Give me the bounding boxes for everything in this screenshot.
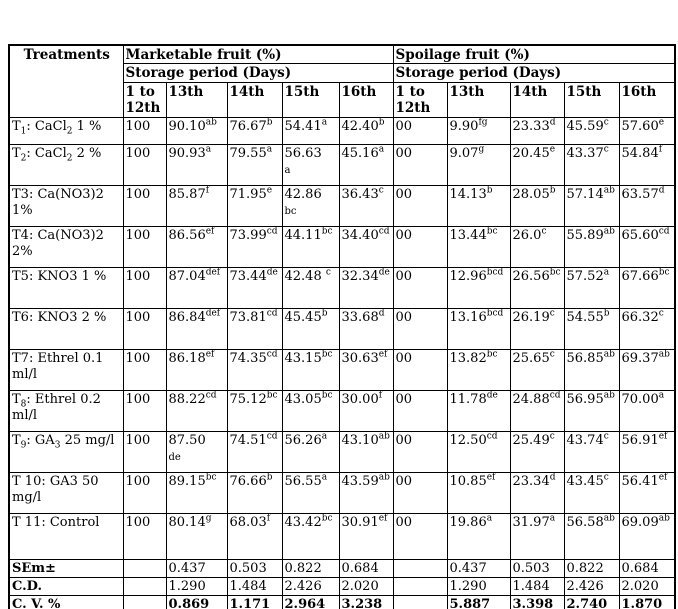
treatment-label-cell: $T_1$: CaCl$_2$ 1 % <box>9 117 123 144</box>
data-cell: 00 <box>393 117 447 144</box>
results-table-wrap <box>8 44 676 609</box>
data-cell: 43.74$^c$ <box>564 431 619 472</box>
superscript: b <box>486 185 493 196</box>
stat-value-cell: 3.398 <box>510 595 564 609</box>
wrapped-superscript: de <box>168 451 181 463</box>
superscript: cd <box>205 390 217 401</box>
stat-value-cell: 0.437 <box>166 559 227 577</box>
superscript: def <box>205 267 221 278</box>
data-cell: 43.45$^c$ <box>564 472 619 513</box>
results-table <box>8 44 676 609</box>
superscript: cd <box>549 390 561 401</box>
marketable-group-header: Marketable fruit (%) <box>123 45 393 64</box>
superscript: f <box>266 513 271 524</box>
superscript: bcd <box>486 267 504 278</box>
data-cell: 79.55$^a$ <box>227 144 282 185</box>
data-cell: 30.00$^f$ <box>339 390 393 431</box>
data-cell: 71.95e <box>227 185 282 226</box>
superscript: c <box>325 267 331 278</box>
data-cell: 00 <box>393 431 447 472</box>
data-cell: 13.44$^{bc}$ <box>447 226 510 267</box>
superscript: bc <box>321 226 333 237</box>
data-cell: 00 <box>393 308 447 349</box>
data-cell: 56.26$^a$ <box>282 431 339 472</box>
data-cell: 57.14$^{ab}$ <box>564 185 619 226</box>
superscript: b <box>378 117 385 128</box>
superscript: a <box>321 431 328 442</box>
data-cell: 19.86$^a$ <box>447 513 510 559</box>
data-cell: 28.05$^b$ <box>510 185 564 226</box>
data-cell: 00 <box>393 390 447 431</box>
treatment-label-cell: T 11: Control <box>9 513 123 559</box>
superscript: ab <box>603 185 615 196</box>
data-cell: 54.84$^f$ <box>619 144 675 185</box>
superscript: a <box>603 267 610 278</box>
superscript: bc <box>321 513 333 524</box>
superscript: bc <box>486 226 498 237</box>
data-cell: 73.44de <box>227 267 282 308</box>
day-header: 16th <box>619 82 675 117</box>
data-cell: 73.99$^{cd}$ <box>227 226 282 267</box>
stat-label-cell: C. V. % <box>9 595 123 609</box>
superscript: f <box>378 390 383 401</box>
data-cell: 87.50 de <box>166 431 227 472</box>
table-body <box>9 117 675 609</box>
data-cell: 12.96$^{bcd}$ <box>447 267 510 308</box>
data-cell: 74.51$^{cd}$ <box>227 431 282 472</box>
superscript: cd <box>266 226 278 237</box>
data-cell: 20.45e <box>510 144 564 185</box>
data-cell: 69.37$^{ab}$ <box>619 349 675 390</box>
data-cell: 13.82$^{bc}$ <box>447 349 510 390</box>
data-cell: 57.52$^a$ <box>564 267 619 308</box>
data-cell: 9.90$^{fg}$ <box>447 117 510 144</box>
superscript: ef <box>378 349 388 360</box>
data-cell: 86.56$^{ef}$ <box>166 226 227 267</box>
stat-value-cell: 0.503 <box>227 559 282 577</box>
superscript: bcd <box>486 308 504 319</box>
data-cell: 43.10$^{ab}$ <box>339 431 393 472</box>
superscript: fg <box>478 117 488 128</box>
stat-value-cell: 1.171 <box>227 595 282 609</box>
treatment-label-cell: $T_9$: $GA_3$ 25 mg/l <box>9 431 123 472</box>
treatment-row <box>9 117 675 144</box>
superscript: d <box>378 308 385 319</box>
superscript: d <box>549 472 556 483</box>
data-cell: 33.68$^d$ <box>339 308 393 349</box>
stat-label-cell: SEm± <box>9 559 123 577</box>
data-cell: 00 <box>393 185 447 226</box>
treatment-label-cell: T 10: GA3 50 mg/l <box>9 472 123 513</box>
data-cell: 100 <box>123 308 166 349</box>
treatment-label-cell: T3: Ca(NO3)2 1% <box>9 185 123 226</box>
superscript: bc <box>205 472 217 483</box>
stat-value-cell: 2.964 <box>282 595 339 609</box>
wrapped-superscript: a <box>284 164 291 176</box>
data-cell: 86.84$^{def}$ <box>166 308 227 349</box>
superscript: c <box>549 349 555 360</box>
treatment-label-cell: $T_2$: CaCl$_2$ 2 % <box>9 144 123 185</box>
superscript: bc <box>549 267 561 278</box>
treatment-row <box>9 144 675 185</box>
data-cell: 43.59$^{ab}$ <box>339 472 393 513</box>
superscript: b <box>266 472 273 483</box>
spoilage-group-header: Spoilage fruit (%) <box>393 45 675 64</box>
superscript: cd <box>378 226 390 237</box>
data-cell: 23.33$^d$ <box>510 117 564 144</box>
data-cell: 9.07$^g$ <box>447 144 510 185</box>
superscript: ef <box>378 513 388 524</box>
treatment-row <box>9 267 675 308</box>
data-cell: 56.85$^{ab}$ <box>564 349 619 390</box>
data-cell: 90.93$^a$ <box>166 144 227 185</box>
data-cell: 56.95$^{ab}$ <box>564 390 619 431</box>
data-cell: 56.58$^{ab}$ <box>564 513 619 559</box>
superscript: de <box>266 267 278 278</box>
data-cell: 80.14$^g$ <box>166 513 227 559</box>
superscript: ab <box>658 349 670 360</box>
superscript: ab <box>603 513 615 524</box>
treatment-row <box>9 308 675 349</box>
data-cell: 75.12$^{bc}$ <box>227 390 282 431</box>
stat-value-cell: 1.484 <box>510 577 564 595</box>
data-cell: 32.34de <box>339 267 393 308</box>
stat-value-cell: 1.484 <box>227 577 282 595</box>
day-header: 15th <box>282 82 339 117</box>
data-cell: 13.16$^{bcd}$ <box>447 308 510 349</box>
stat-value-cell: 0.822 <box>564 559 619 577</box>
superscript: ab <box>205 117 217 128</box>
data-cell: 55.89$^{ab}$ <box>564 226 619 267</box>
superscript: g <box>478 144 485 155</box>
superscript: a <box>658 390 665 401</box>
stat-value-cell: 2.426 <box>282 577 339 595</box>
treatment-label-cell: T5: KNO3 1 % <box>9 267 123 308</box>
data-cell: 90.10$^{ab}$ <box>166 117 227 144</box>
data-cell: 31.97$^a$ <box>510 513 564 559</box>
superscript: bc <box>321 390 333 401</box>
data-cell: 88.22$^{cd}$ <box>166 390 227 431</box>
stat-value-cell: 0.869 <box>166 595 227 609</box>
data-cell: 14.13$^b$ <box>447 185 510 226</box>
superscript: de <box>378 267 390 278</box>
superscript: cd <box>266 349 278 360</box>
data-cell: 43.37$^c$ <box>564 144 619 185</box>
data-cell: 00 <box>393 226 447 267</box>
treatment-row <box>9 513 675 559</box>
header-row-groups <box>9 45 675 64</box>
data-cell: 100 <box>123 513 166 559</box>
superscript: b <box>603 308 610 319</box>
data-cell: 10.85$^{ef}$ <box>447 472 510 513</box>
data-cell: 69.09$^{ab}$ <box>619 513 675 559</box>
stat-value-cell <box>123 577 166 595</box>
superscript: c <box>603 431 609 442</box>
data-cell: 42.40$^b$ <box>339 117 393 144</box>
data-cell: 56.91$^{ef}$ <box>619 431 675 472</box>
wrapped-superscript: bc <box>284 205 297 217</box>
data-cell: 56.63 a <box>282 144 339 185</box>
data-cell: 12.50$^{cd}$ <box>447 431 510 472</box>
superscript: bc <box>486 349 498 360</box>
superscript: c <box>658 308 664 319</box>
data-cell: 34.40$^{cd}$ <box>339 226 393 267</box>
stat-value-cell <box>393 595 447 609</box>
superscript: a <box>266 144 273 155</box>
superscript: ab <box>378 472 390 483</box>
day-header: 1 to 12th <box>123 82 166 117</box>
treatment-row <box>9 349 675 390</box>
data-cell: 67.66$^{bc}$ <box>619 267 675 308</box>
superscript: g <box>205 513 212 524</box>
superscript: ab <box>378 431 390 442</box>
data-cell: 100 <box>123 226 166 267</box>
data-cell: 100 <box>123 267 166 308</box>
superscript: a <box>549 513 556 524</box>
stat-value-cell: 0.684 <box>339 559 393 577</box>
stat-row <box>9 559 675 577</box>
superscript: c <box>541 226 547 237</box>
data-cell: 73.81$^{cd}$ <box>227 308 282 349</box>
superscript: c <box>603 117 609 128</box>
stat-row <box>9 595 675 609</box>
data-cell: 100 <box>123 349 166 390</box>
data-cell: 00 <box>393 349 447 390</box>
data-cell: 42.86 bc <box>282 185 339 226</box>
data-cell: 100 <box>123 390 166 431</box>
data-cell: 00 <box>393 267 447 308</box>
superscript: ef <box>658 472 668 483</box>
superscript: c <box>603 144 609 155</box>
data-cell: 100 <box>123 431 166 472</box>
data-cell: 24.88$^{cd}$ <box>510 390 564 431</box>
treatment-row <box>9 185 675 226</box>
data-cell: 45.45$^b$ <box>282 308 339 349</box>
spoilage-storage-header: Storage period (Days) <box>393 64 675 82</box>
superscript: e <box>658 117 665 128</box>
data-cell: 86.18$^{ef}$ <box>166 349 227 390</box>
stat-label-cell: C.D. <box>9 577 123 595</box>
day-header: 13th <box>447 82 510 117</box>
table-header <box>9 45 675 117</box>
superscript: ab <box>603 349 615 360</box>
stat-value-cell: 3.238 <box>339 595 393 609</box>
data-cell: 00 <box>393 472 447 513</box>
stat-value-cell: 1.870 <box>619 595 675 609</box>
day-header: 1 to 12th <box>393 82 447 117</box>
data-cell: 76.67$^b$ <box>227 117 282 144</box>
superscript: c <box>549 431 555 442</box>
superscript: cd <box>266 431 278 442</box>
data-cell: 56.55$^a$ <box>282 472 339 513</box>
stat-value-cell: 2.020 <box>619 577 675 595</box>
superscript: cd <box>658 226 670 237</box>
data-cell: 43.42$^{bc}$ <box>282 513 339 559</box>
superscript: a <box>378 144 385 155</box>
superscript: a <box>486 513 493 524</box>
superscript: f <box>658 144 663 155</box>
stat-value-cell: 5.887 <box>447 595 510 609</box>
superscript: e <box>549 144 556 155</box>
data-cell: 26.19$^c$ <box>510 308 564 349</box>
data-cell: 44.11$^{bc}$ <box>282 226 339 267</box>
data-cell: 57.60e <box>619 117 675 144</box>
superscript: a <box>205 144 212 155</box>
stat-value-cell: 2.020 <box>339 577 393 595</box>
day-header: 14th <box>510 82 564 117</box>
stat-value-cell: 2.740 <box>564 595 619 609</box>
data-cell: 65.60$^{cd}$ <box>619 226 675 267</box>
data-cell: 25.49$^c$ <box>510 431 564 472</box>
superscript: bc <box>658 267 670 278</box>
data-cell: 26.0$^c$ <box>510 226 564 267</box>
data-cell: 54.41$^a$ <box>282 117 339 144</box>
day-header: 13th <box>166 82 227 117</box>
data-cell: 26.56$^{bc}$ <box>510 267 564 308</box>
data-cell: 00 <box>393 513 447 559</box>
stat-value-cell: 0.437 <box>447 559 510 577</box>
superscript: de <box>486 390 498 401</box>
superscript: f <box>205 185 210 196</box>
superscript: bc <box>266 390 278 401</box>
stat-value-cell <box>123 559 166 577</box>
day-header: 16th <box>339 82 393 117</box>
superscript: a <box>321 472 328 483</box>
stat-value-cell: 1.290 <box>447 577 510 595</box>
data-cell: 100 <box>123 117 166 144</box>
stat-row <box>9 577 675 595</box>
superscript: ef <box>205 226 215 237</box>
data-cell: 11.78de <box>447 390 510 431</box>
superscript: c <box>603 472 609 483</box>
superscript: def <box>205 308 221 319</box>
stat-value-cell: 0.684 <box>619 559 675 577</box>
stat-value-cell <box>123 595 166 609</box>
superscript: b <box>549 185 556 196</box>
data-cell: 70.00$^a$ <box>619 390 675 431</box>
stat-value-cell: 0.503 <box>510 559 564 577</box>
treatment-label-cell: T6: KNO3 2 % <box>9 308 123 349</box>
data-cell: 43.15$^{bc}$ <box>282 349 339 390</box>
data-cell: 100 <box>123 472 166 513</box>
day-header: 15th <box>564 82 619 117</box>
data-cell: 45.59$^c$ <box>564 117 619 144</box>
data-cell: 23.34$^d$ <box>510 472 564 513</box>
data-cell: 56.41$^{ef}$ <box>619 472 675 513</box>
treatment-row <box>9 431 675 472</box>
superscript: ef <box>205 349 215 360</box>
superscript: c <box>549 308 555 319</box>
superscript: c <box>378 185 384 196</box>
superscript: ab <box>658 513 670 524</box>
data-cell: 68.03$^f$ <box>227 513 282 559</box>
data-cell: 43.05$^{bc}$ <box>282 390 339 431</box>
superscript: e <box>266 185 273 196</box>
data-cell: 30.63$^{ef}$ <box>339 349 393 390</box>
treatment-row <box>9 390 675 431</box>
superscript: ef <box>486 472 496 483</box>
stat-value-cell: 0.822 <box>282 559 339 577</box>
superscript: ab <box>603 226 615 237</box>
treatment-label-cell: T7: Ethrel 0.1 ml/l <box>9 349 123 390</box>
data-cell: 100 <box>123 185 166 226</box>
stat-value-cell: 2.426 <box>564 577 619 595</box>
data-cell: 76.66$^b$ <box>227 472 282 513</box>
data-cell: 89.15$^{bc}$ <box>166 472 227 513</box>
superscript: cd <box>486 431 498 442</box>
marketable-storage-header: Storage period (Days) <box>123 64 393 82</box>
data-cell: 63.57$^d$ <box>619 185 675 226</box>
superscript: b <box>321 308 328 319</box>
superscript: bc <box>321 349 333 360</box>
treatment-label-cell: T4: Ca(NO3)2 2% <box>9 226 123 267</box>
data-cell: 30.91$^{ef}$ <box>339 513 393 559</box>
treatment-label-cell: $T_8$: Ethrel 0.2 ml/l <box>9 390 123 431</box>
data-cell: 85.87$^f$ <box>166 185 227 226</box>
data-cell: 54.55$^b$ <box>564 308 619 349</box>
treatment-row <box>9 472 675 513</box>
data-cell: 25.65$^c$ <box>510 349 564 390</box>
day-header: 14th <box>227 82 282 117</box>
stat-value-cell: 1.290 <box>166 577 227 595</box>
superscript: ab <box>603 390 615 401</box>
superscript: d <box>658 185 665 196</box>
treatments-header-cell: Treatments <box>9 45 123 117</box>
superscript: cd <box>266 308 278 319</box>
data-cell: 00 <box>393 144 447 185</box>
stat-value-cell <box>393 577 447 595</box>
data-cell: 66.32$^c$ <box>619 308 675 349</box>
data-cell: 100 <box>123 144 166 185</box>
data-cell: 36.43$^c$ <box>339 185 393 226</box>
data-cell: 42.48 $^c$ <box>282 267 339 308</box>
superscript: a <box>321 117 328 128</box>
treatment-row <box>9 226 675 267</box>
data-cell: 87.04$^{def}$ <box>166 267 227 308</box>
superscript: ef <box>658 431 668 442</box>
superscript: b <box>266 117 273 128</box>
data-cell: 74.35$^{cd}$ <box>227 349 282 390</box>
stat-value-cell <box>393 559 447 577</box>
data-cell: 45.16$^a$ <box>339 144 393 185</box>
superscript: d <box>549 117 556 128</box>
